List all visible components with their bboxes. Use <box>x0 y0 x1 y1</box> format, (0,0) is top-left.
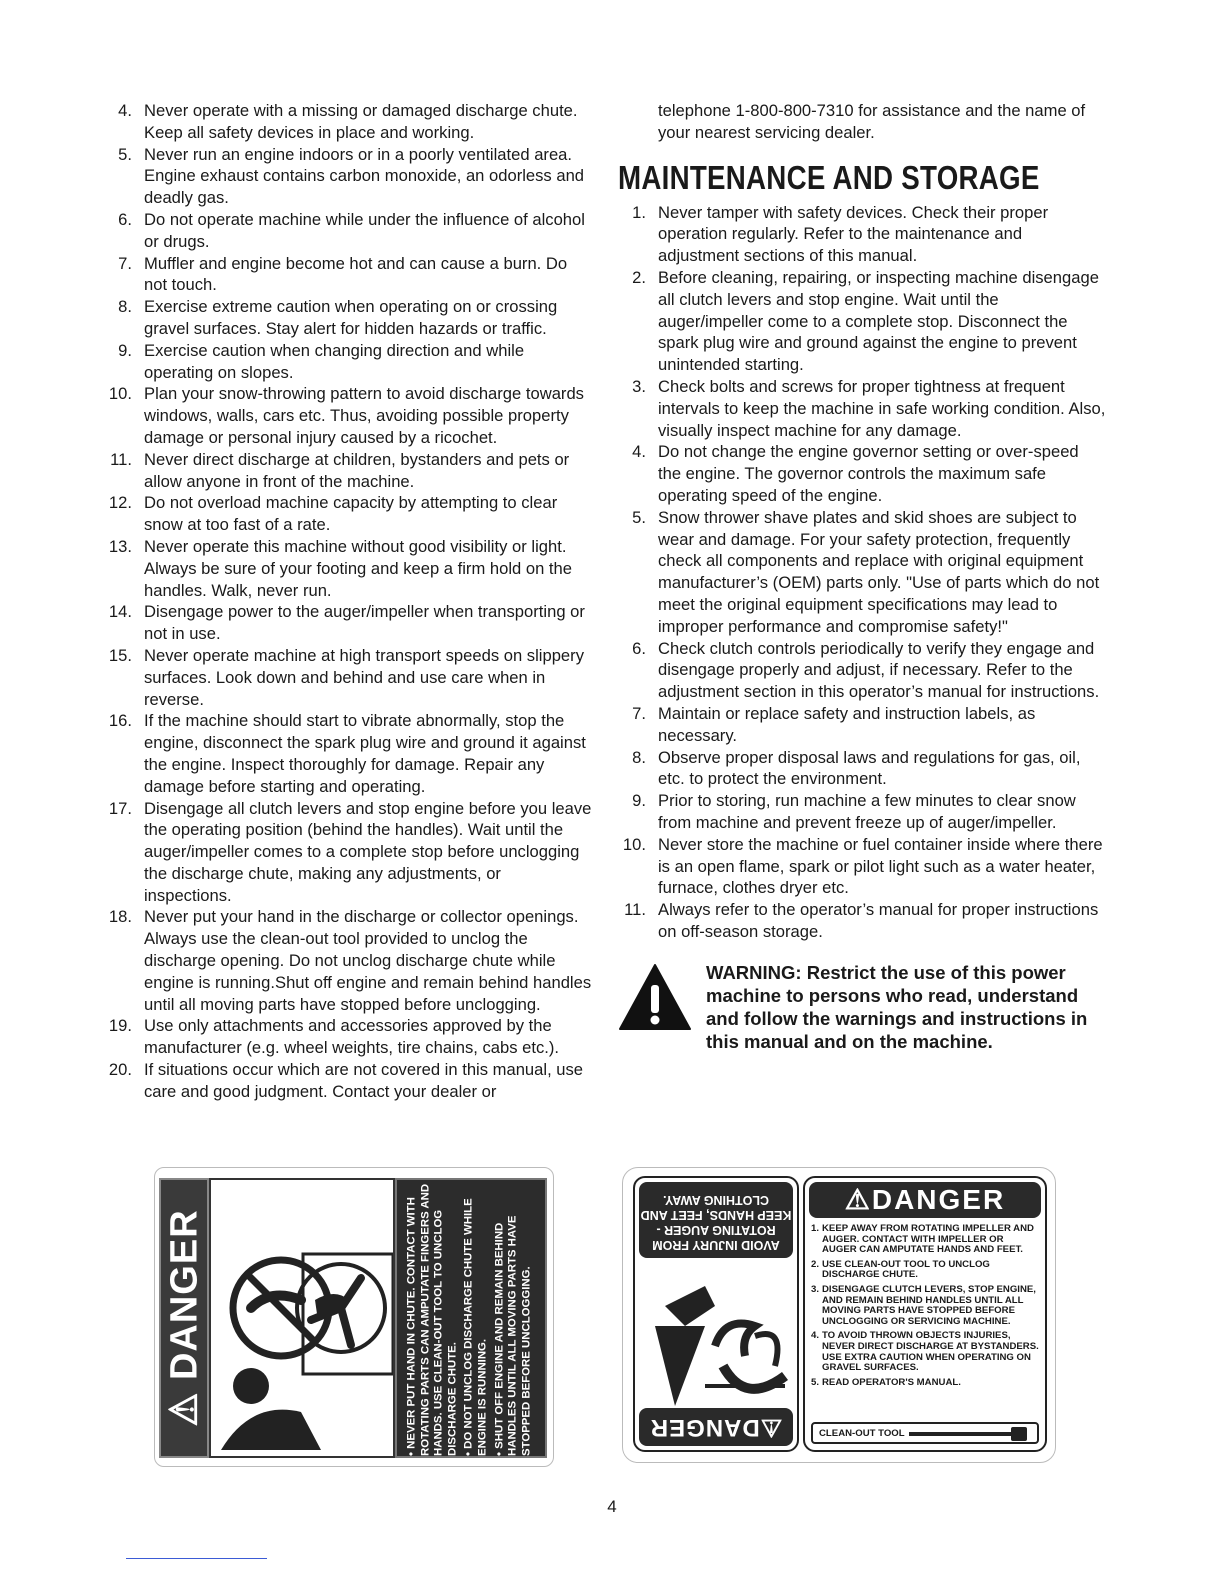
maintenance-list <box>618 202 1106 943</box>
list-item-number: 18. <box>108 907 132 927</box>
clean-out-tool-text: CLEAN-OUT TOOL <box>819 1427 905 1439</box>
list-item-text: Do not change the engine governor setting or over-speed the engine. The governor controls the maximum safe operating speed of the engine. <box>658 442 1079 505</box>
decal-item-number: 3. <box>811 1283 820 1295</box>
list-item-text: Never put your hand in the discharge or collector openings. Always use the clean-out tool provided to unclog the discharge opening. Do not unclog discharge chute while engine is running.Shut off engine and remain behind handles until all moving parts have stopped before unclogging. <box>144 907 592 1014</box>
list-item-text: Never operate with a missing or damaged discharge chute. Keep all safety devices in place and working. <box>144 101 578 142</box>
list-item-text: Never operate this machine without good visibility or light. Always be sure of your footing and keep a firm hold on the handles. Walk, never run. <box>144 536 573 600</box>
danger-decal-chute <box>154 1167 554 1467</box>
warning-block <box>618 961 1106 1061</box>
list-item-number: 14. <box>108 602 132 622</box>
list-item <box>618 790 1106 834</box>
section-heading: MAINTENANCE AND STORAGE <box>618 158 1040 196</box>
list-item-number: 4. <box>118 101 132 120</box>
danger-instruction: • SHUT OFF ENGINE AND REMAIN BEHIND HANDLES UNTIL ALL MOVING PARTS HAVE STOPPED BEFORE UNCLOGGING. <box>492 1215 533 1456</box>
hand-in-chute-pictogram <box>209 1178 395 1458</box>
list-item <box>618 899 1106 943</box>
flipped-warning-text: AVOID INJURY FROM ROTATING AUGER - KEEP HANDS, FEET AND CLOTHING AWAY. <box>639 1182 793 1258</box>
list-item-number: 3. <box>632 376 646 396</box>
list-item <box>104 449 592 493</box>
decal-item-text: READ OPERATOR'S MANUAL. <box>822 1376 961 1388</box>
list-item-text: Use only attachments and accessories approved by the manufacturer (e.g. wheel weights, tire chains, cabs etc.). <box>144 1016 560 1058</box>
list-item-number: 4. <box>632 442 646 462</box>
list-item <box>618 703 1106 747</box>
list-item-number: 2. <box>632 267 646 287</box>
list-item-text: If the machine should start to vibrate abnormally, stop the engine, disconnect the spark plug wire and ground it against the engine. Inspect thoroughly for damage. Repair any damage before starting and operating. <box>144 711 586 796</box>
list-item <box>104 383 592 448</box>
tool-shaft-icon <box>909 1432 1023 1436</box>
decal-item-number: 4. <box>811 1330 820 1342</box>
list-item-number: 10. <box>622 834 646 854</box>
list-item-text: Never store the machine or fuel container inside where there is an open flame, spark or pilot light such as a water heater, furnace, clothes dryer etc. <box>658 834 1103 898</box>
list-item-text: Do not overload machine capacity by attempting to clear snow at too fast of a rate. <box>144 493 558 535</box>
list-item <box>618 507 1106 638</box>
list-item-number: 5. <box>632 507 646 527</box>
list-item-text: Prior to storing, run machine a few minutes to clear snow from machine and prevent freeze up of auger/impeller. <box>658 791 1076 832</box>
footer-rule <box>126 1558 267 1559</box>
tool-head-icon <box>1011 1427 1027 1441</box>
list-item <box>104 601 592 645</box>
decal-flipped-panel <box>633 1176 799 1452</box>
decal-item-number: 5. <box>811 1376 820 1388</box>
decal-danger-header: ⚠DANGER <box>809 1182 1041 1218</box>
clean-out-tool-label <box>811 1422 1039 1444</box>
list-item-text: Before cleaning, repairing, or inspecting machine disengage all clutch levers and stop engine. Wait until the auger/impeller come to a complete stop. Disconnect the spark plug wire and ground against the engine to prevent unintended starting. <box>658 267 1099 375</box>
list-item-text: Never run an engine indoors or in a poorly ventilated area. Engine exhaust contains carbon monoxide, an odorless and deadly gas. <box>144 144 585 208</box>
left-column <box>104 100 592 1103</box>
list-item-text: Exercise caution when changing direction and while operating on slopes. <box>144 340 525 382</box>
decal-instruction-item <box>811 1378 1039 1389</box>
list-item <box>104 536 592 601</box>
decal-item-text: TO AVOID THROWN OBJECTS INJURIES, NEVER DIRECT DISCHARGE AT BYSTANDERS. USE EXTRA CAUTION WHEN OPERATING ON GRAVEL SURFACES. <box>822 1330 1039 1374</box>
list-item-text: Disengage all clutch levers and stop engine before you leave the operating position (behind the handles). Wait until the auger/impeller comes to a complete stop before unclogging the discharge chute, making any adjustments, or inspections. <box>144 798 592 905</box>
decal-item-number: 2. <box>811 1258 820 1270</box>
list-item-number: 6. <box>632 638 646 658</box>
warning-text: WARNING: Restrict the use of this power machine to persons who read, understand and follow the warnings and instructions in this manual and on the machine. <box>706 961 1088 1052</box>
danger-instructions-text <box>405 1180 536 1456</box>
list-item <box>104 906 592 1015</box>
list-item-text: Never tamper with safety devices. Check their proper operation regularly. Refer to the maintenance and adjustment sections of this manual. <box>658 202 1049 266</box>
list-item-number: 7. <box>632 703 646 723</box>
warning-triangle-icon <box>618 963 692 1031</box>
list-item-text: Check clutch controls periodically to verify they engage and disengage properly and adjust, if necessary. Refer to the adjustment section in this operator’s manual for instructions. <box>658 638 1100 702</box>
list-item-text: Exercise extreme caution when operating on or crossing gravel surfaces. Stay alert for hidden hazards or traffic. <box>144 297 558 338</box>
right-column <box>618 100 1106 1061</box>
decal-item-number: 1. <box>811 1223 820 1234</box>
list-item-number: 10. <box>108 384 132 404</box>
danger-title: ⚠ DANGER <box>163 1209 206 1427</box>
list-item <box>104 492 592 536</box>
list-item <box>618 376 1106 441</box>
decal-item-text: KEEP AWAY FROM ROTATING IMPELLER AND AUGER. CONTACT WITH IMPELLER OR AUGER CAN AMPUTATE HANDS AND FEET. <box>822 1223 1034 1256</box>
list-item <box>104 144 592 209</box>
page-number: 4 <box>607 1497 617 1516</box>
decal-item-text: DISENGAGE CLUTCH LEVERS, STOP ENGINE, AND REMAIN BEHIND HANDLES UNTIL ALL MOVING PARTS HAVE STOPPED BEFORE UNCLOGGING OR SERVICING MACHINE. <box>822 1283 1036 1327</box>
list-item-number: 11. <box>110 449 132 469</box>
list-item <box>104 798 592 907</box>
danger-instruction: • NEVER PUT HAND IN CHUTE. CONTACT WITH ROTATING PARTS CAN AMPUTATE FINGERS AND HANDS. USE CLEAN-OUT TOOL TO UNCLOG DISCHARGE CHUTE. <box>405 1183 459 1456</box>
decal-instruction-item <box>811 1285 1039 1327</box>
continued-paragraph: telephone 1-800-800-7310 for assistance and the name of your nearest servicing dealer. <box>658 101 1086 142</box>
decal-instruction-item <box>811 1260 1039 1281</box>
no-hand-in-chute-icon <box>211 1180 393 1456</box>
list-item-text: Never operate machine at high transport speeds on slippery surfaces. Look down and behind and use care when in reverse. <box>144 645 584 709</box>
list-item-number: 9. <box>118 340 132 360</box>
list-item <box>104 645 592 710</box>
list-item-number: 20. <box>108 1060 132 1080</box>
danger-stripe <box>159 1178 209 1458</box>
danger-instructions-panel <box>395 1178 547 1458</box>
list-item-number: 17. <box>108 798 132 818</box>
list-item-number: 6. <box>118 209 132 229</box>
list-item <box>618 441 1106 506</box>
list-item <box>104 340 592 384</box>
list-item <box>618 638 1106 703</box>
decal-instruction-item <box>811 1224 1039 1256</box>
list-item-text: Do not operate machine while under the influence of alcohol or drugs. <box>144 209 585 251</box>
list-item-number: 15. <box>108 645 132 665</box>
list-item-number: 12. <box>108 493 132 513</box>
list-item-text: Disengage power to the auger/impeller when transporting or not in use. <box>144 602 585 644</box>
list-item <box>618 267 1106 376</box>
list-item <box>104 296 592 340</box>
decal-item-text: USE CLEAN-OUT TOOL TO UNCLOG DISCHARGE CHUTE. <box>822 1258 990 1281</box>
list-item <box>618 747 1106 791</box>
list-item <box>104 1015 592 1059</box>
list-item <box>104 209 592 253</box>
decal-instruction-list <box>811 1224 1039 1392</box>
list-item-number: 11. <box>624 900 646 920</box>
list-item <box>104 253 592 297</box>
list-item <box>618 202 1106 267</box>
list-item <box>104 100 592 144</box>
decal-instructions-panel <box>803 1176 1047 1452</box>
list-item-text: Snow thrower shave plates and skid shoes are subject to wear and damage. For your safety protection, frequently check all components and replace with original equipment manufacturer’s (OEM) parts only. "Use of parts which do not meet the original equipment specifications may lead to improper performance and compromise safety!" <box>658 507 1100 636</box>
list-item-number: 7. <box>118 253 132 273</box>
list-item-number: 1. <box>632 202 646 222</box>
list-item-number: 13. <box>108 536 132 556</box>
list-item-text: Maintain or replace safety and instruction labels, as necessary. <box>658 703 1036 745</box>
safety-list-continued <box>104 100 592 1103</box>
list-item <box>618 834 1106 899</box>
list-item-number: 16. <box>108 711 132 731</box>
danger-decal-auger <box>622 1167 1056 1463</box>
list-item-text: Muffler and engine become hot and can cause a burn. Do not touch. <box>144 253 568 295</box>
flipped-danger-title: ⚠DANGER <box>639 1408 793 1446</box>
list-item-text: Plan your snow-throwing pattern to avoid discharge towards windows, walls, cars etc. Thus, avoiding possible property damage or personal injury caused by a ricochet. <box>144 384 584 447</box>
list-item-text: Observe proper disposal laws and regulations for gas, oil, etc. to protect the environment. <box>658 747 1081 789</box>
list-item-number: 9. <box>632 791 646 811</box>
list-item <box>104 710 592 797</box>
list-item <box>104 1059 592 1103</box>
list-item-number: 19. <box>108 1016 132 1036</box>
auger-pictogram-icon <box>645 1266 791 1412</box>
list-item-text: If situations occur which are not covered in this manual, use care and good judgment. Contact your dealer or <box>144 1060 584 1101</box>
list-item-text: Always refer to the operator’s manual for proper instructions on off-season storage. <box>658 900 1099 941</box>
list-item-number: 8. <box>118 297 132 317</box>
decal-instruction-item <box>811 1331 1039 1373</box>
list-item-text: Never direct discharge at children, bystanders and pets or allow anyone in front of the machine. <box>144 449 570 491</box>
list-item-number: 5. <box>118 144 132 164</box>
danger-instruction: • DO NOT UNCLOG DISCHARGE CHUTE WHILE ENGINE IS RUNNING. <box>462 1198 489 1456</box>
list-item-number: 8. <box>632 747 646 767</box>
list-item-text: Check bolts and screws for proper tightness at frequent intervals to keep the machine in safe working condition. Also, visually inspect machine for any damage. <box>658 376 1106 440</box>
